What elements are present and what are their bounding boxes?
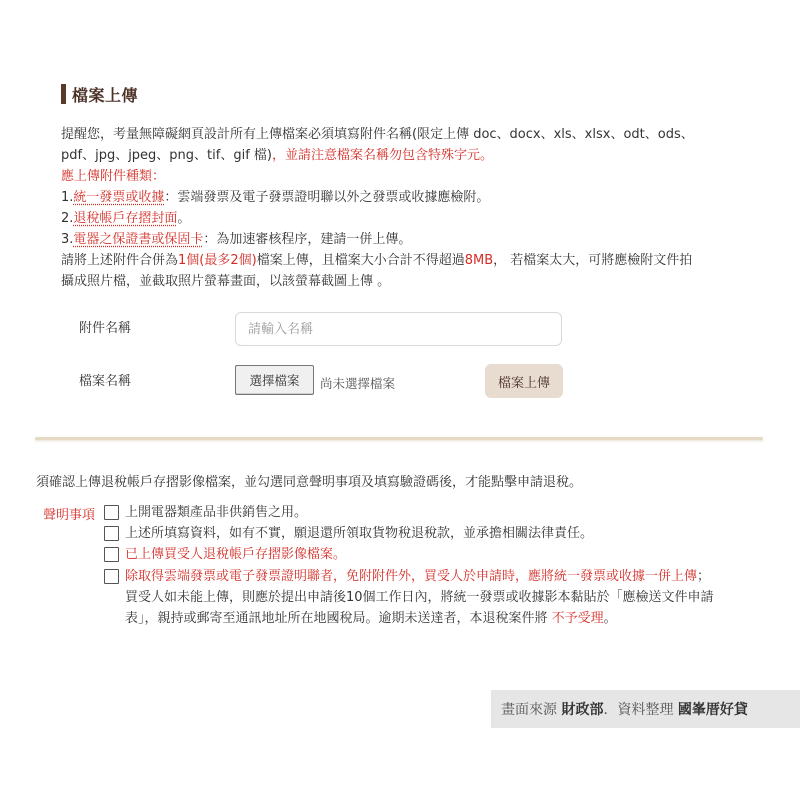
editor-label: 資料整理 [617,702,674,718]
declarations-label: 聲明事項 [43,508,96,523]
file-types-text: pdf、jpg、jpeg、png、tif、gif 檔) [61,148,272,163]
declaration-text-4 [125,566,714,629]
file-name-label: 檔案名稱 [79,374,132,389]
merge-instruction [61,250,741,271]
confirmation-instruction: 須確認上傳退稅帳戶存摺影像檔案，並勾選同意聲明事項及填寫驗證碼後，才能點擊申請退稅。 [36,475,583,490]
item-description: ：雲端發票及電子發票證明聯以外之發票或收據應檢附。 [164,190,490,205]
not-accepted-text: 不予受理 [551,611,604,626]
item-number: 3. [61,232,74,247]
passbook-link-text: 退稅帳戶存摺封面 [73,211,178,226]
declaration-text-1: 上開電器類產品非供銷售之用。 [125,505,308,520]
attachment-type-1 [61,187,741,208]
no-file-selected-text: 尚未選擇檔案 [320,376,396,391]
source-name: 財政部 [561,702,604,718]
section-header [61,82,138,106]
declaration-4-line-3 [125,608,714,629]
declaration-4-punct: ； [697,569,711,584]
declaration-checkbox-4[interactable] [104,569,119,584]
declaration-4-warning: 除取得雲端發票或電子發票證明聯者，免附附件外，買受人於申請時，應將統一發票或收據一併上傳 [125,569,698,584]
special-char-warning: ，並請注意檔案名稱勿包含特殊字元。 [271,148,493,163]
item-number: 2. [61,211,74,226]
editor-name: 國峯厝好貸 [677,702,748,718]
section-title: 檔案上傳 [72,85,139,105]
declaration-checkbox-1[interactable] [104,505,119,520]
warranty-link-text: 電器之保證書或保固卡 [73,232,204,247]
photo-instruction: 攝成照片檔，並截取照片螢幕畫面，以該螢幕截圖上傳 。 [61,274,391,289]
declaration-item-2 [104,525,593,544]
source-credit [491,690,800,728]
declaration-text-2: 上述所填寫資料，如有不實，願退還所領取貨物稅退稅款，並承擔相關法律責任。 [125,526,594,541]
choose-file-button[interactable]: 選擇檔案 [235,365,314,395]
section-divider [35,437,763,440]
declaration-checkbox-2[interactable] [104,526,119,541]
attachment-type-2 [61,208,741,229]
merge-text: 請將上述附件合併為 [61,253,179,268]
attachment-name-input[interactable] [235,312,562,346]
source-label: 畫面來源 [501,702,557,718]
declaration-4-line-2: 買受人如未能上傳，則應於提出申請後10個工作日內，將統一發票或收據影本黏貼於「應檢送文件申請 [125,590,714,605]
upload-notice [61,124,741,292]
declaration-item-3 [104,546,346,565]
file-upload-button[interactable]: 檔案上傳 [485,364,563,398]
declaration-4-punct: 。 [603,611,617,626]
file-count-limit: 1個(最多2個) [178,253,257,268]
credit-separator: ． [603,702,618,718]
notice-line-1: 提醒您，考量無障礙網頁設計所有上傳檔案必須填寫附件名稱(限定上傳 doc、docx、xls、xlsx、odt、ods、 [61,127,694,142]
attachment-name-label: 附件名稱 [79,321,132,336]
declaration-item-1 [104,504,307,523]
title-accent-bar [61,84,66,104]
declaration-4-line-1 [125,566,714,587]
declaration-checkbox-3[interactable] [104,547,119,562]
item-number: 1. [61,190,74,205]
merge-text: 檔案上傳，且檔案大小合計不得超過 [256,253,465,268]
declaration-4-text: 表」，親持或郵寄至通訊地址所在地國稅局。逾期未送達者，本退稅案件將 [125,611,552,626]
attachment-type-3 [61,229,741,250]
item-description: 。 [177,211,191,226]
item-description: ：為加速審核程序，建請一併上傳。 [203,232,412,247]
declaration-text-3: 已上傳買受人退稅帳戶存摺影像檔案。 [125,547,347,562]
notice-line-2 [61,145,741,166]
merge-text: ， 若檔案太大，可將應檢附文件拍 [493,253,693,268]
invoice-link-text: 統一發票或收據 [73,190,165,205]
attachment-types-heading: 應上傳附件種類： [61,169,166,184]
declaration-item-4 [104,568,714,629]
file-size-limit: 8MB [464,253,494,268]
